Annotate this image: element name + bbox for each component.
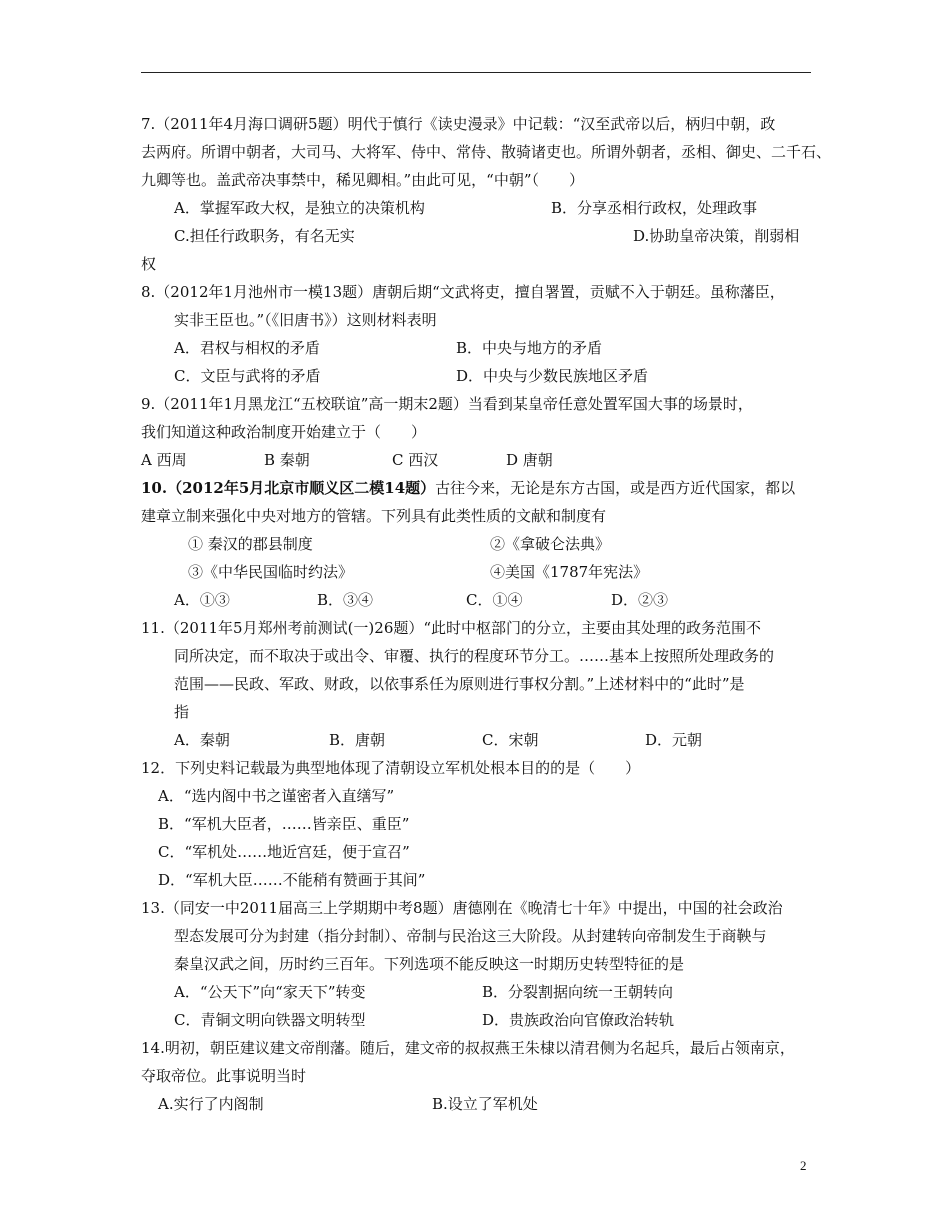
q12-stem-line1: 12．下列史料记载最为典型地体现了清朝设立军机处根本目的的是（ ） xyxy=(141,759,641,777)
q7-option-b: B．分享丞相行政权，处理政事 xyxy=(551,199,758,217)
q10-source: 10.（2012年5月北京市顺义区二模14题） xyxy=(141,479,436,497)
q14-option-b: B.设立了军机处 xyxy=(432,1095,538,1113)
q12-option-a: A．“选内阁中书之谨密者入直缮写” xyxy=(158,787,395,805)
header-rule xyxy=(141,72,811,73)
q10-stem-line1 xyxy=(141,478,795,498)
q8-stem-line1: 8.（2012年1月池州市一模13题）唐朝后期“文武将吏，擅自署置，贡赋不入于朝廷。虽称藩臣， xyxy=(141,283,785,301)
q11-stem-line4: 指 xyxy=(174,703,190,721)
q11-stem-line2: 同所决定，而不取决于或出令、审覆、执行的程度环节分工。……基本上按照所处理政务的 xyxy=(174,647,775,665)
q7-stem-line3: 九卿等也。盖武帝决事禁中，稀见卿相。”由此可见，“中朝”（ ） xyxy=(141,171,585,189)
q10-item-3: ③《中华民国临时约法》 xyxy=(188,563,354,581)
q11-option-c: C．宋朝 xyxy=(482,731,539,749)
q13-stem-line3: 秦皇汉武之间，历时约三百年。下列选项不能反映这一时期历史转型特征的是 xyxy=(174,955,685,973)
q10-item-4: ④美国《1787年宪法》 xyxy=(490,563,649,581)
q8-option-d: D．中央与少数民族地区矛盾 xyxy=(456,367,649,385)
q13-stem-line2: 型态发展可分为封建（指分封制）、帝制与民治这三大阶段。从封建转向帝制发生于商鞅与 xyxy=(174,927,767,945)
q13-option-d: D．贵族政治向官僚政治转轨 xyxy=(482,1011,675,1029)
q13-option-a: A．“公天下”向“家天下”转变 xyxy=(174,983,366,1001)
q9-option-b: B 秦朝 xyxy=(264,451,310,469)
q9-option-a: A 西周 xyxy=(141,451,187,469)
q12-option-c: C．“军机处……地近宫廷，便于宣召” xyxy=(158,843,410,861)
q8-stem-line2: 实非王臣也。”（《旧唐书》）这则材料表明 xyxy=(174,311,437,329)
q9-option-d: D 唐朝 xyxy=(506,451,553,469)
q10-option-b: B．③④ xyxy=(317,591,374,609)
q13-option-b: B．分裂割据向统一王朝转向 xyxy=(482,983,674,1001)
q13-stem-line1: 13.（同安一中2011届高三上学期期中考8题）唐德刚在《晚清七十年》中提出，中国的社会政治 xyxy=(141,899,783,917)
q12-option-b: B．“军机大臣者，……皆亲臣、重臣” xyxy=(158,815,410,833)
q14-stem-line2: 夺取帝位。此事说明当时 xyxy=(141,1067,307,1085)
q7-stem-line2: 去两府。所谓中朝者，大司马、大将军、侍中、常侍、散骑诸吏也。所谓外朝者，丞相、御史、二千石、 xyxy=(141,143,832,161)
q9-stem-line2: 我们知道这种政治制度开始建立于（ ） xyxy=(141,423,427,441)
q12-option-d: D．“军机大臣……不能稍有赞画于其间” xyxy=(158,871,426,889)
q10-option-a: A．①③ xyxy=(174,591,230,609)
q10-option-d: D．②③ xyxy=(611,591,669,609)
q7-option-c: C.担任行政职务，有名无实 xyxy=(174,227,355,245)
q7-option-a: A．掌握军政大权，是独立的决策机构 xyxy=(174,199,425,217)
q10-stem-line2: 建章立制来强化中央对地方的管辖。下列具有此类性质的文献和制度有 xyxy=(141,507,607,525)
q10-stem-line1-rest: 古往今来，无论是东方古国，或是西方近代国家，都以 xyxy=(435,479,796,497)
q14-stem-line1: 14.明初，朝臣建议建文帝削藩。随后，建文帝的叔叔燕王朱棣以清君侧为名起兵，最后占领南京， xyxy=(141,1039,795,1057)
q11-option-a: A．秦朝 xyxy=(174,731,230,749)
q10-option-c: C．①④ xyxy=(466,591,523,609)
q9-stem-line1: 9.（2011年1月黑龙江“五校联谊”高一期末2题）当看到某皇帝任意处置军国大事的场景时， xyxy=(141,395,753,413)
q10-item-1: ① 秦汉的郡县制度 xyxy=(188,535,313,553)
q8-option-c: C．文臣与武将的矛盾 xyxy=(174,367,321,385)
q14-option-a: A.实行了内阁制 xyxy=(158,1095,264,1113)
q8-option-a: A．君权与相权的矛盾 xyxy=(174,339,320,357)
q7-stem-line1: 7.（2011年4月海口调研5题）明代于慎行《读史漫录》中记载：“汉至武帝以后，柄归中朝，政 xyxy=(141,115,776,133)
q11-stem-line1: 11.（2011年5月郑州考前测试(一)26题）“此时中枢部门的分立，主要由其处理的政务范围不 xyxy=(141,619,762,637)
q11-stem-line3: 范围——民政、军政、财政，以依事系任为原则进行事权分割。”上述材料中的“此时”是 xyxy=(174,675,745,693)
q9-option-c: C 西汉 xyxy=(392,451,439,469)
q10-item-2: ②《拿破仑法典》 xyxy=(490,535,611,553)
q7-option-d: D.协助皇帝决策，削弱相 xyxy=(633,227,800,245)
q11-option-d: D．元朝 xyxy=(645,731,703,749)
q13-option-c: C．青铜文明向铁器文明转型 xyxy=(174,1011,366,1029)
q8-option-b: B．中央与地方的矛盾 xyxy=(456,339,603,357)
page-number: 2 xyxy=(800,1158,807,1173)
q7-option-d-cont: 权 xyxy=(141,255,157,273)
q11-option-b: B．唐朝 xyxy=(329,731,386,749)
